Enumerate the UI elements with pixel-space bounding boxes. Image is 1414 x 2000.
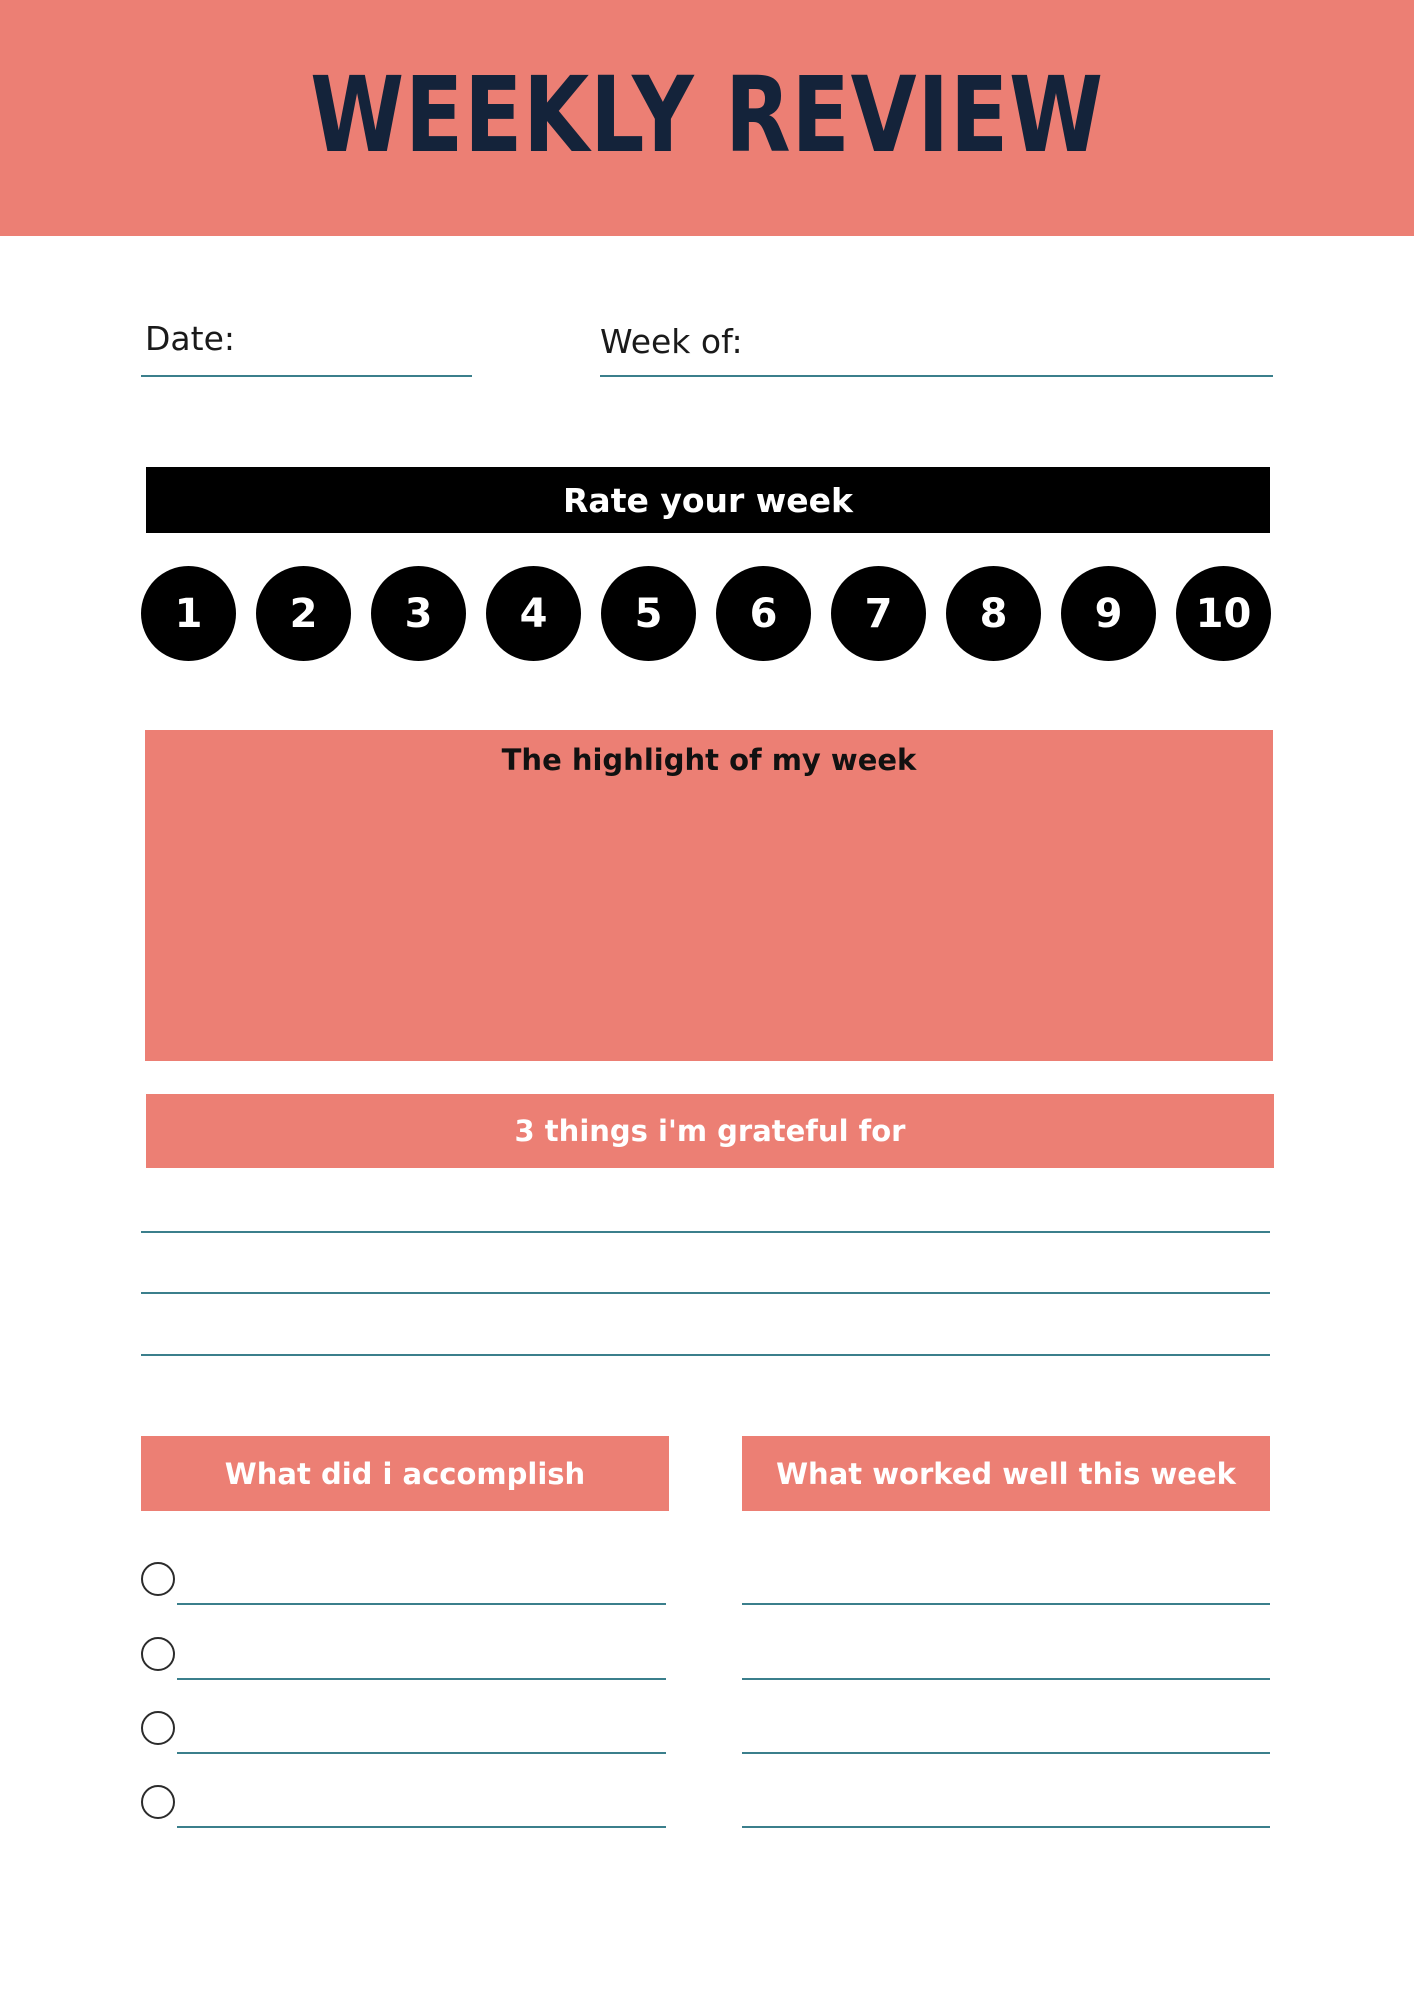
rating-number: 8 <box>979 590 1008 637</box>
date-field[interactable] <box>141 375 472 377</box>
rating-option-5[interactable] <box>601 566 696 661</box>
grateful-line-3[interactable] <box>141 1354 1270 1356</box>
accomplish-line-3[interactable] <box>177 1752 666 1754</box>
rate-week-header <box>146 467 1270 533</box>
highlight-title: The highlight of my week <box>501 743 917 777</box>
rating-option-1[interactable] <box>141 566 236 661</box>
worked-well-line-1[interactable] <box>742 1603 1270 1605</box>
accomplish-checkbox-2[interactable] <box>141 1637 175 1671</box>
rate-week-title: Rate your week <box>563 480 853 520</box>
rating-number: 2 <box>289 590 318 637</box>
rating-number: 10 <box>1195 590 1252 637</box>
accomplish-checkbox-3[interactable] <box>141 1711 175 1745</box>
rating-number: 3 <box>404 590 433 637</box>
worked-well-line-4[interactable] <box>742 1826 1270 1828</box>
accomplish-line-1[interactable] <box>177 1603 666 1605</box>
rating-scale <box>141 566 1273 662</box>
worked-well-header <box>742 1436 1270 1511</box>
week-of-label: Week of: <box>600 322 743 361</box>
rating-option-6[interactable] <box>716 566 811 661</box>
rating-option-4[interactable] <box>486 566 581 661</box>
grateful-line-2[interactable] <box>141 1292 1270 1294</box>
accomplish-checkbox-4[interactable] <box>141 1785 175 1819</box>
accomplish-title: What did i accomplish <box>224 1456 586 1491</box>
rating-option-9[interactable] <box>1061 566 1156 661</box>
accomplish-header <box>141 1436 669 1511</box>
grateful-line-1[interactable] <box>141 1231 1270 1233</box>
rating-number: 4 <box>519 590 548 637</box>
accomplish-line-4[interactable] <box>177 1826 666 1828</box>
rating-option-2[interactable] <box>256 566 351 661</box>
rating-option-3[interactable] <box>371 566 466 661</box>
rating-number: 9 <box>1094 590 1123 637</box>
date-label: Date: <box>145 319 235 358</box>
week-of-field[interactable] <box>600 375 1273 377</box>
worked-well-line-3[interactable] <box>742 1752 1270 1754</box>
rating-number: 1 <box>174 590 203 637</box>
worked-well-title: What worked well this week <box>776 1456 1236 1491</box>
rating-number: 6 <box>749 590 778 637</box>
grateful-header <box>146 1094 1274 1168</box>
worked-well-line-2[interactable] <box>742 1678 1270 1680</box>
highlight-box <box>145 730 1273 1061</box>
highlight-writing-area[interactable] <box>165 794 1253 1045</box>
rating-option-10[interactable] <box>1176 566 1271 661</box>
rating-number: 5 <box>634 590 663 637</box>
header-banner <box>0 0 1414 236</box>
page-title: WEEKLY REVIEW <box>310 54 1104 176</box>
rating-option-7[interactable] <box>831 566 926 661</box>
grateful-title: 3 things i'm grateful for <box>514 1114 906 1148</box>
rating-option-8[interactable] <box>946 566 1041 661</box>
accomplish-line-2[interactable] <box>177 1678 666 1680</box>
accomplish-checkbox-1[interactable] <box>141 1562 175 1596</box>
rating-number: 7 <box>864 590 893 637</box>
